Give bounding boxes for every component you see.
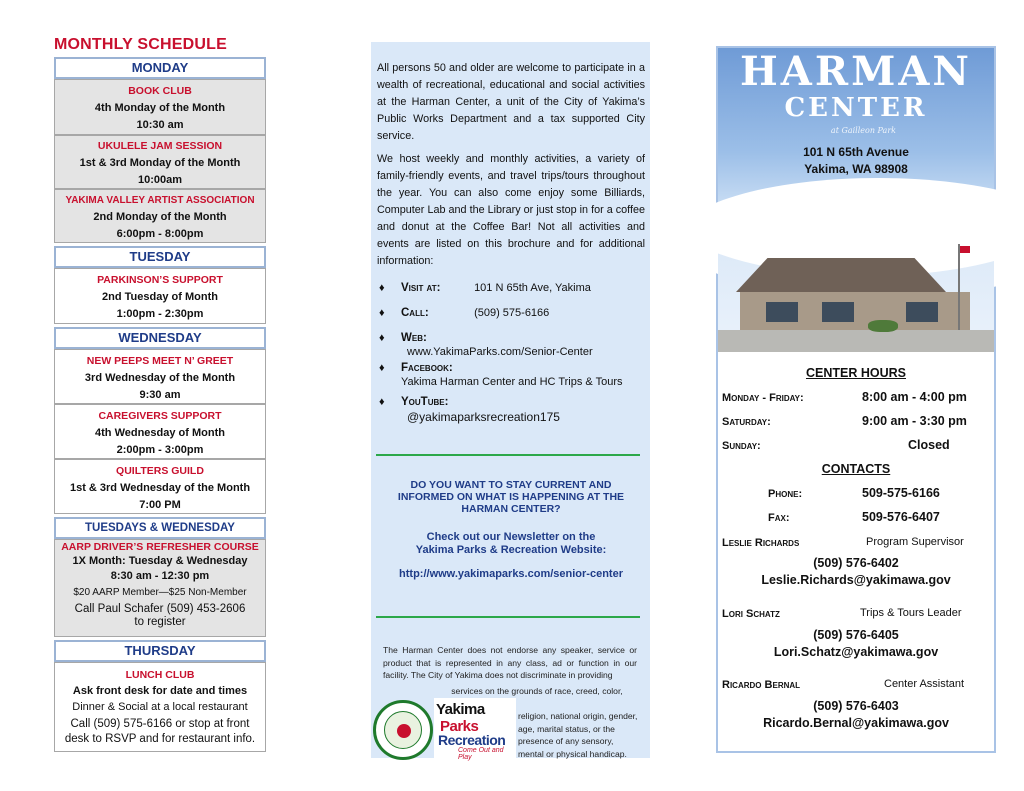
event-time: 2:00pm - 3:00pm [116,444,204,456]
monday-header: MONDAY [54,57,266,79]
event-when: 1st & 3rd Monday of the Month [79,157,241,169]
newsletter-callout [377,531,645,581]
event-time: 6:00pm - 8:00pm [116,228,204,240]
visit-label: Visit at: [401,282,441,294]
brand-subtitle: at Gailleon Park [830,126,896,135]
disclaimer-text: The Harman Center does not endorse any speaker, service or product that is represented in any class, ad or function in our facility. The City of Yakima does not discriminate in providing [383,645,637,680]
event-name: BOOK CLUB [128,85,192,97]
disclaimer-text-2: services on the grounds of race, creed, color, [451,686,623,696]
call-item [377,307,647,331]
thursday-header: THURSDAY [54,640,266,662]
building-window [822,302,854,322]
event-time: 10:00am [137,174,183,186]
event-when: 4th Monday of the Month [94,102,226,114]
header-banner [718,48,994,222]
visit-item [377,282,647,307]
hours-time-sunday: Closed [908,438,950,452]
event-name: QUILTERS GUILD [116,465,204,477]
yakima-parks-recreation-logo [434,698,516,761]
event-lunch-club [54,662,266,752]
flag-icon [960,246,970,253]
event-when: 4th Wednesday of Month [95,427,225,439]
event-time: 1:00pm - 2:30pm [116,308,204,320]
youtube-value: @yakimaparksrecreation175 [407,410,560,424]
event-when: 1st & 3rd Wednesday of the Month [69,482,251,494]
event-parkinsons [54,268,266,324]
center-hours-header: CENTER HOURS [805,366,906,380]
logo-word-parks: Parks [440,718,479,735]
logo-word-yakima: Yakima [436,701,485,718]
divider [376,616,640,618]
youtube-item [377,395,647,425]
parking-lot [718,330,994,352]
shrub [868,320,898,332]
callout-line: HARMAN CENTER? [461,503,561,515]
event-name: AARP DRIVER’S REFRESHER COURSE [61,541,259,553]
contact-email[interactable]: Lori.Schatz@yakimawa.gov [773,645,939,659]
event-when: 3rd Wednesday of the Month [84,372,236,384]
event-ukulele [54,135,266,189]
diamond-bullet-icon: ♦ [379,282,385,294]
event-call: Call Paul Schafer (509) 453-2606 [74,603,246,615]
event-name: UKULELE JAM SESSION [97,140,223,152]
contact-info-list [377,282,647,425]
contact-name: Leslie Richards [722,537,800,549]
newsletter-link[interactable]: http://www.yakimaparks.com/senior-center [399,568,623,580]
event-register: to register [134,616,186,628]
event-price: $20 AARP Member—$25 Non-Member [73,587,247,598]
contact-phone: (509) 576-6405 [813,628,899,642]
building-roof [736,258,946,292]
youtube-label: YouTube: [401,396,449,408]
contacts-header: CONTACTS [821,462,891,476]
seal-inner [384,711,422,749]
diamond-bullet-icon: ♦ [379,332,385,344]
event-when: 2nd Monday of the Month [93,211,227,223]
address-line-2: Yakima, WA 98908 [804,162,908,176]
event-time: 9:30 am [139,389,181,401]
call-value: (509) 575-6166 [474,307,550,319]
event-when: Ask front desk for date and times [72,685,248,697]
phone-value: 509-575-6166 [862,486,940,500]
phone-label: Phone: [768,488,803,500]
city-of-yakima-seal-icon [373,700,433,760]
logo-tagline: Come Out and Play [458,747,504,761]
event-artist-association [54,189,266,243]
hours-time-saturday: 9:00 am - 3:30 pm [862,414,967,428]
intro-paragraph-2: We host weekly and monthly activities, a variety of family-friendly events, and travel trips/tours throughout the year. You can also come enjoy some Billiards, Computer Lab and the Library or just stop in for a coffee and donut at the Coffee Bar! Not all activities and events are listed on this brochure and for additional information: [377,153,645,267]
facebook-value: Yakima Harman Center and HC Trips & Tours [401,376,623,388]
event-call: Call (509) 575-6166 or stop at front [70,718,250,730]
fax-value: 509-576-6407 [862,510,940,524]
event-name: CAREGIVERS SUPPORT [98,410,222,422]
contact-phone: (509) 576-6403 [813,699,899,713]
visit-value: 101 N 65th Ave, Yakima [474,282,591,294]
hours-day-saturday: Saturday: [722,416,771,428]
flag-pole [958,244,960,332]
event-name: LUNCH CLUB [125,669,195,681]
brand-harman: HARMAN [740,48,972,95]
building-photo [718,216,994,352]
monthly-schedule [54,36,266,752]
event-desc: Dinner & Social at a local restaurant [72,701,248,713]
call-label: Call: [401,307,429,319]
callout-line: Yakima Parks & Recreation Website: [415,544,607,556]
hours-day-weekday: Monday - Friday: [722,392,804,404]
contact-name: Ricardo Bernal [722,679,801,691]
hours-day-sunday: Sunday: [722,440,761,452]
event-name: PARKINSON’S SUPPORT [97,274,223,286]
event-name: NEW PEEPS MEET N’ GREET [86,355,234,367]
contact-email[interactable]: Ricardo.Bernal@yakimawa.gov [763,716,949,730]
event-when: 1X Month: Tuesday & Wednesday [72,555,248,567]
divider [376,454,640,456]
event-caregivers [54,404,266,459]
callout-line: DO YOU WANT TO STAY CURRENT AND [410,479,612,491]
brand-center: CENTER [784,93,928,123]
web-value[interactable] [401,345,647,359]
info-panel [371,42,650,761]
event-aarp [54,539,266,637]
contact-phone: (509) 576-6402 [813,556,899,570]
hours-time-weekday: 8:00 am - 4:00 pm [862,390,967,404]
contact-role: Center Assistant [884,678,965,690]
stay-informed-callout [377,479,645,515]
web-label: Web: [401,332,427,344]
web-item [377,331,647,361]
fax-label: Fax: [768,512,790,524]
callout-line: Check out our Newsletter on the [426,531,596,543]
center-address [718,144,994,178]
event-time: 10:30 am [136,119,184,131]
event-name: YAKIMA VALLEY ARTIST ASSOCIATION [65,195,255,206]
facebook-label: Facebook: [401,362,453,374]
diamond-bullet-icon: ♦ [379,307,385,319]
contact-name: Lori Schatz [722,608,780,620]
wednesday-header: WEDNESDAY [54,327,266,349]
logo-word-recreation: Recreation [438,732,506,748]
callout-line: INFORMED ON WHAT IS HAPPENING AT THE [397,491,625,503]
intro-paragraph-1: All persons 50 and older are welcome to participate in a wealth of recreational, educational and social activities at the Harman Center, a unit of the City of Yakima’s Public Works Department and a tax supported City service. [377,62,645,142]
event-time: 8:30 am - 12:30 pm [110,570,210,582]
diamond-bullet-icon: ♦ [379,362,385,374]
building-window [906,302,938,322]
tue-wed-header: TUESDAYS & WEDNESDAY [54,517,266,539]
event-new-peeps [54,349,266,404]
event-time: 7:00 PM [139,499,181,511]
disclaimer-text-3: religion, national origin, gender, age, marital status, or the presence of any sensory, mental or physical handicap. [518,711,638,759]
contact-email[interactable]: Leslie.Richards@yakimawa.gov [761,573,951,587]
facebook-item [377,361,647,395]
event-book-club [54,79,266,135]
tuesday-header: TUESDAY [54,246,266,268]
event-quilters [54,459,266,514]
harman-center-panel [716,46,996,753]
building-window [766,302,798,322]
contact-role: Trips & Tours Leader [860,607,962,619]
event-when: 2nd Tuesday of Month [102,291,218,303]
schedule-title: MONTHLY SCHEDULE [54,36,227,53]
event-rsvp: desk to RSVP and for restaurant info. [64,733,256,745]
intro-text [377,60,645,276]
contact-role: Program Supervisor [866,536,964,548]
address-line-1: 101 N 65th Avenue [803,145,909,159]
diamond-bullet-icon: ♦ [379,396,385,408]
apple-icon [397,724,411,738]
web-link[interactable]: www.YakimaParks.com/Senior-Center [407,346,593,358]
